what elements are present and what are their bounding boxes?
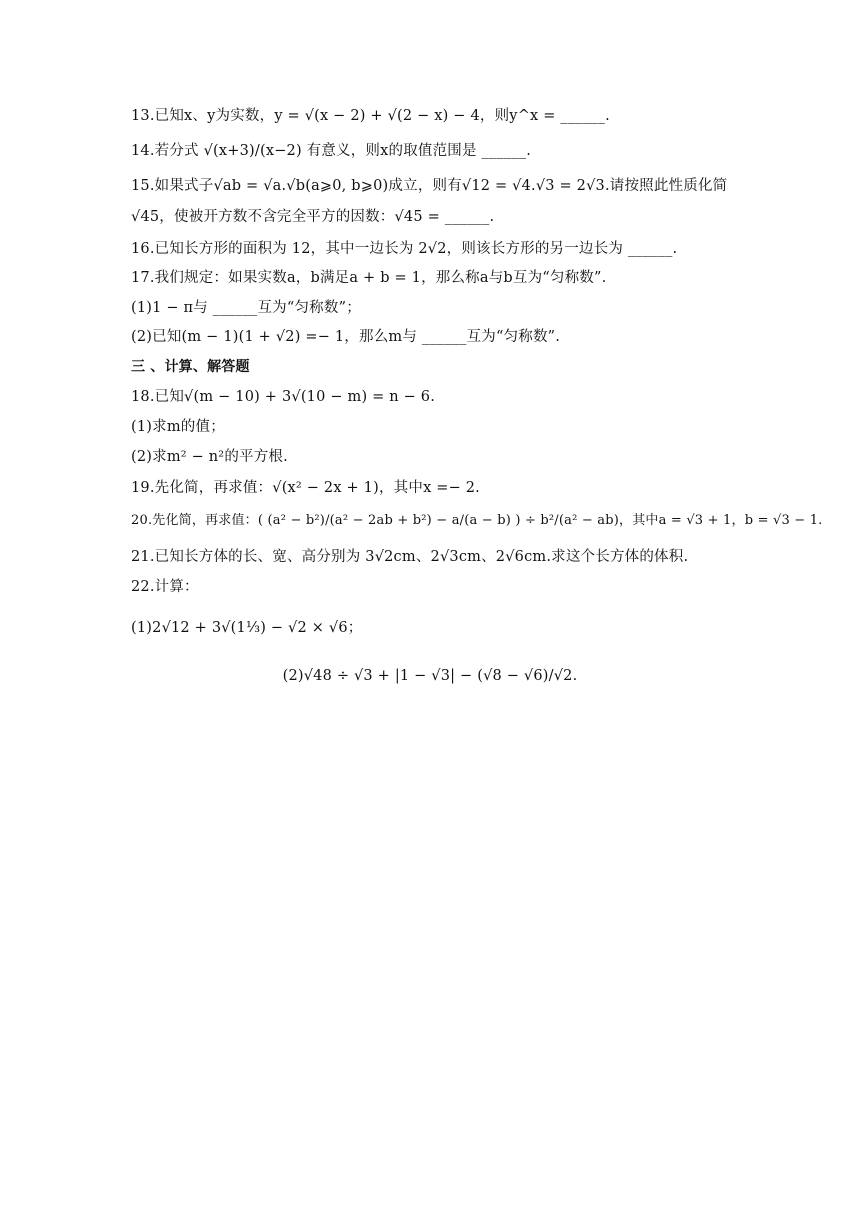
question-22-part-2: (2)√48 ÷ √3 + |1 − √3| − (√8 − √6)/√2. — [282, 668, 578, 684]
section-heading: 三 、计算、解答题 — [131, 359, 250, 375]
question-17-part-1: (1)1 − π与 ______互为“匀称数”； — [131, 300, 361, 316]
question-19: 19.先化简，再求值：√(x² − 2x + 1)，其中x =− 2. — [131, 480, 480, 496]
question-22-part-1: (1)2√12 + 3√(1⅓) − √2 × √6； — [131, 620, 363, 636]
question-13: 13.已知x、y为实数，y = √(x − 2) + √(2 − x) − 4，则y^x = ______. — [131, 108, 610, 124]
question-22: 22.计算： — [131, 579, 199, 595]
question-17-part-2: (2)已知(m − 1)(1 + √2) =− 1，那么m与 ______互为“匀称数”. — [131, 329, 561, 345]
question-18: 18.已知√(m − 10) + 3√(10 − m) = n − 6. — [131, 389, 436, 405]
question-15-continued: √45，使被开方数不含完全平方的因数：√45 = ______. — [131, 209, 495, 225]
question-18-part-1: (1)求m的值； — [131, 419, 225, 435]
question-15: 15.如果式子√ab = √a.√b(a⩾0, b⩾0)成立，则有√12 = √4.√3 = 2√3.请按照此性质化简 — [131, 178, 728, 194]
question-18-part-2: (2)求m² − n²的平方根. — [131, 449, 288, 465]
question-14: 14.若分式 √(x+3)/(x−2) 有意义，则x的取值范围是 ______. — [131, 143, 532, 159]
question-21: 21.已知长方体的长、宽、高分别为 3√2cm、2√3cm、2√6cm.求这个长方体的体积. — [131, 549, 689, 565]
question-17: 17.我们规定：如果实数a，b满足a + b = 1，那么称a与b互为“匀称数”. — [131, 270, 607, 286]
question-16: 16.已知长方形的面积为 12，其中一边长为 2√2，则该长方形的另一边长为 ______. — [131, 241, 678, 257]
question-20: 20.先化简，再求值：( (a² − b²)/(a² − 2ab + b²) − a/(a − b) ) ÷ b²/(a² − ab)，其中a = √3 + 1，b = √3 − 1. — [131, 513, 823, 528]
